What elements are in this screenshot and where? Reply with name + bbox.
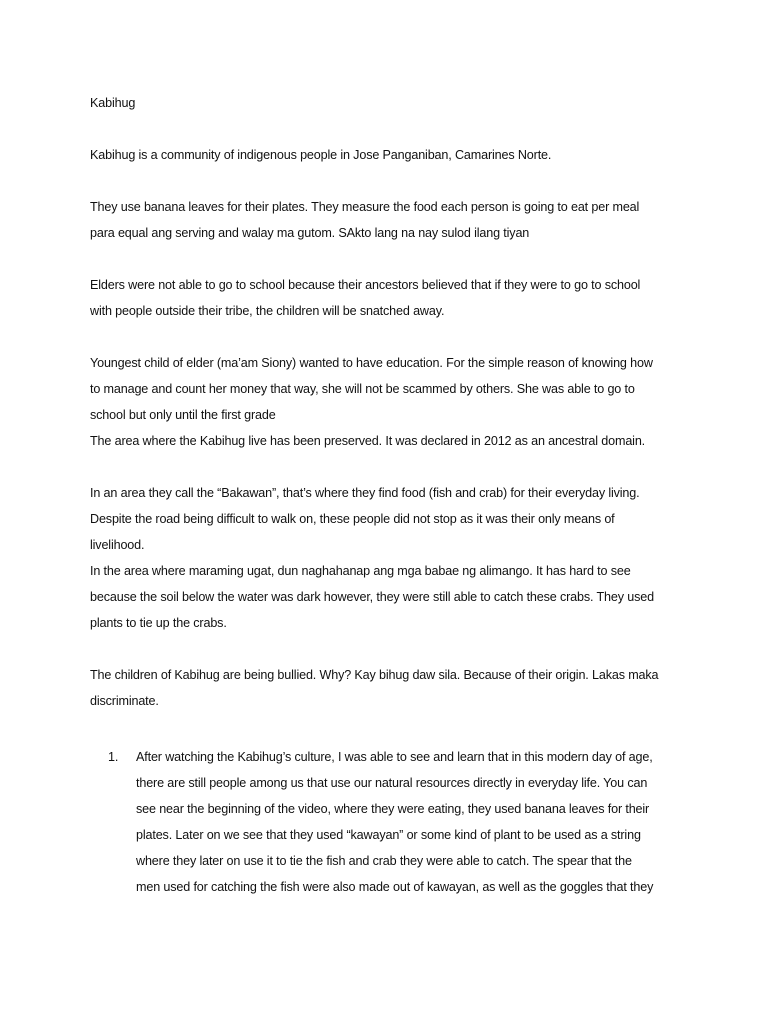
paragraph-line: para equal ang serving and walay ma gutom. SAkto lang na nay sulod ilang tiyan xyxy=(90,226,530,240)
paragraph-line: The children of Kabihug are being bullied. Why? Kay bihug daw sila. Because of their origin. Lakas maka xyxy=(90,668,659,682)
paragraph-line: In the area where maraming ugat, dun naghahanap ang mga babae ng alimango. It has hard to see xyxy=(90,564,631,578)
paragraph-line: In an area they call the “Bakawan”, that’s where they find food (fish and crab) for their everyday living. xyxy=(90,486,640,500)
list-line: men used for catching the fish were also made out of kawayan, as well as the goggles that they xyxy=(136,880,654,894)
paragraph-line: Youngest child of elder (ma’am Siony) wanted to have education. For the simple reason of knowing how xyxy=(90,356,653,370)
list-number: 1. xyxy=(108,750,119,764)
paragraph-line: They use banana leaves for their plates. They measure the food each person is going to eat per meal xyxy=(90,200,640,214)
paragraph-line: because the soil below the water was dark however, they were still able to catch these crabs. They used xyxy=(90,590,654,604)
paragraph-line: with people outside their tribe, the children will be snatched away. xyxy=(90,304,445,318)
paragraph-line: The area where the Kabihug live has been preserved. It was declared in 2012 as an ancestral domain. xyxy=(90,434,646,448)
document-title: Kabihug xyxy=(90,96,136,110)
list-line: where they later on use it to tie the fish and crab they were able to catch. The spear that the xyxy=(136,854,632,868)
list-line: plates. Later on we see that they used “kawayan” or some kind of plant to be used as a string xyxy=(136,828,641,842)
list-line: there are still people among us that use our natural resources directly in everyday life. You can xyxy=(136,776,648,790)
paragraph-line: Kabihug is a community of indigenous people in Jose Panganiban, Camarines Norte. xyxy=(90,148,552,162)
list-line: After watching the Kabihug’s culture, I was able to see and learn that in this modern day of age, xyxy=(136,750,653,764)
paragraph-line: Elders were not able to go to school because their ancestors believed that if they were to go to school xyxy=(90,278,641,292)
paragraph-line: livelihood. xyxy=(90,538,145,552)
paragraph-line: to manage and count her money that way, she will not be scammed by others. She was able to go to xyxy=(90,382,635,396)
paragraph-line: plants to tie up the crabs. xyxy=(90,616,227,630)
paragraph-line: discriminate. xyxy=(90,694,159,708)
paragraph-line: school but only until the first grade xyxy=(90,408,276,422)
list-line: see near the beginning of the video, where they were eating, they used banana leaves for their xyxy=(136,802,650,816)
paragraph-line: Despite the road being difficult to walk on, these people did not stop as it was their only means of xyxy=(90,512,615,526)
document-body xyxy=(90,90,690,900)
numbered-list-item xyxy=(90,744,690,900)
